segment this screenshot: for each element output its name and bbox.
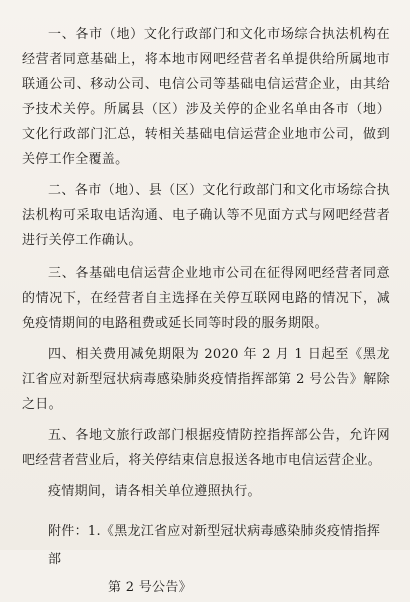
attachment-note (22, 518, 390, 602)
paragraph-1: 一、各市（地）文化行政部门和文化市场综合执法机构在经营者同意基础上，将本地市网吧经营者名单提供给所属地市联通公司、移动公司、电信公司等基础电信运营企业，由其给予技术关停。所属县（区）涉及关停的企业名单由各市（地）文化行政部门汇总，转相关基础电信运营企业地市公司，做到关停工作全覆盖。 (22, 27, 390, 167)
paragraph-5: 五、各地文旅行政部门根据疫情防控指挥部公告，允许网吧经营者营业后，将关停结束信息报送各地市电信运营企业。 (22, 428, 390, 468)
paragraph-3: 三、各基础电信运营企业地市公司在征得网吧经营者同意的情况下，在经营者自主选择在关停互联网电路的情况下，减免疫情期间的电路租费或延长同等时段的服务期限。 (22, 266, 390, 331)
paragraph-2: 二、各市（地）、县（区）文化行政部门和文化市场综合执法机构可采取电话沟通、电子确认等不见面方式与网吧经营者进行关停工作确认。 (22, 183, 390, 248)
paragraph-4: 四、相关费用减免期限为 2020 年 2 月 1 日起至《黑龙江省应对新型冠状病毒感染肺炎疫情指挥部第 2 号公告》解除之日。 (22, 347, 390, 412)
closing-sentence: 疫情期间，请各相关单位遵照执行。 (48, 484, 261, 499)
attachment-line-2: 第 2 号公告》 (108, 580, 192, 595)
attachment-line-1: 附件：1.《黑龙江省应对新型冠状病毒感染肺炎疫情指挥部 (48, 524, 381, 567)
